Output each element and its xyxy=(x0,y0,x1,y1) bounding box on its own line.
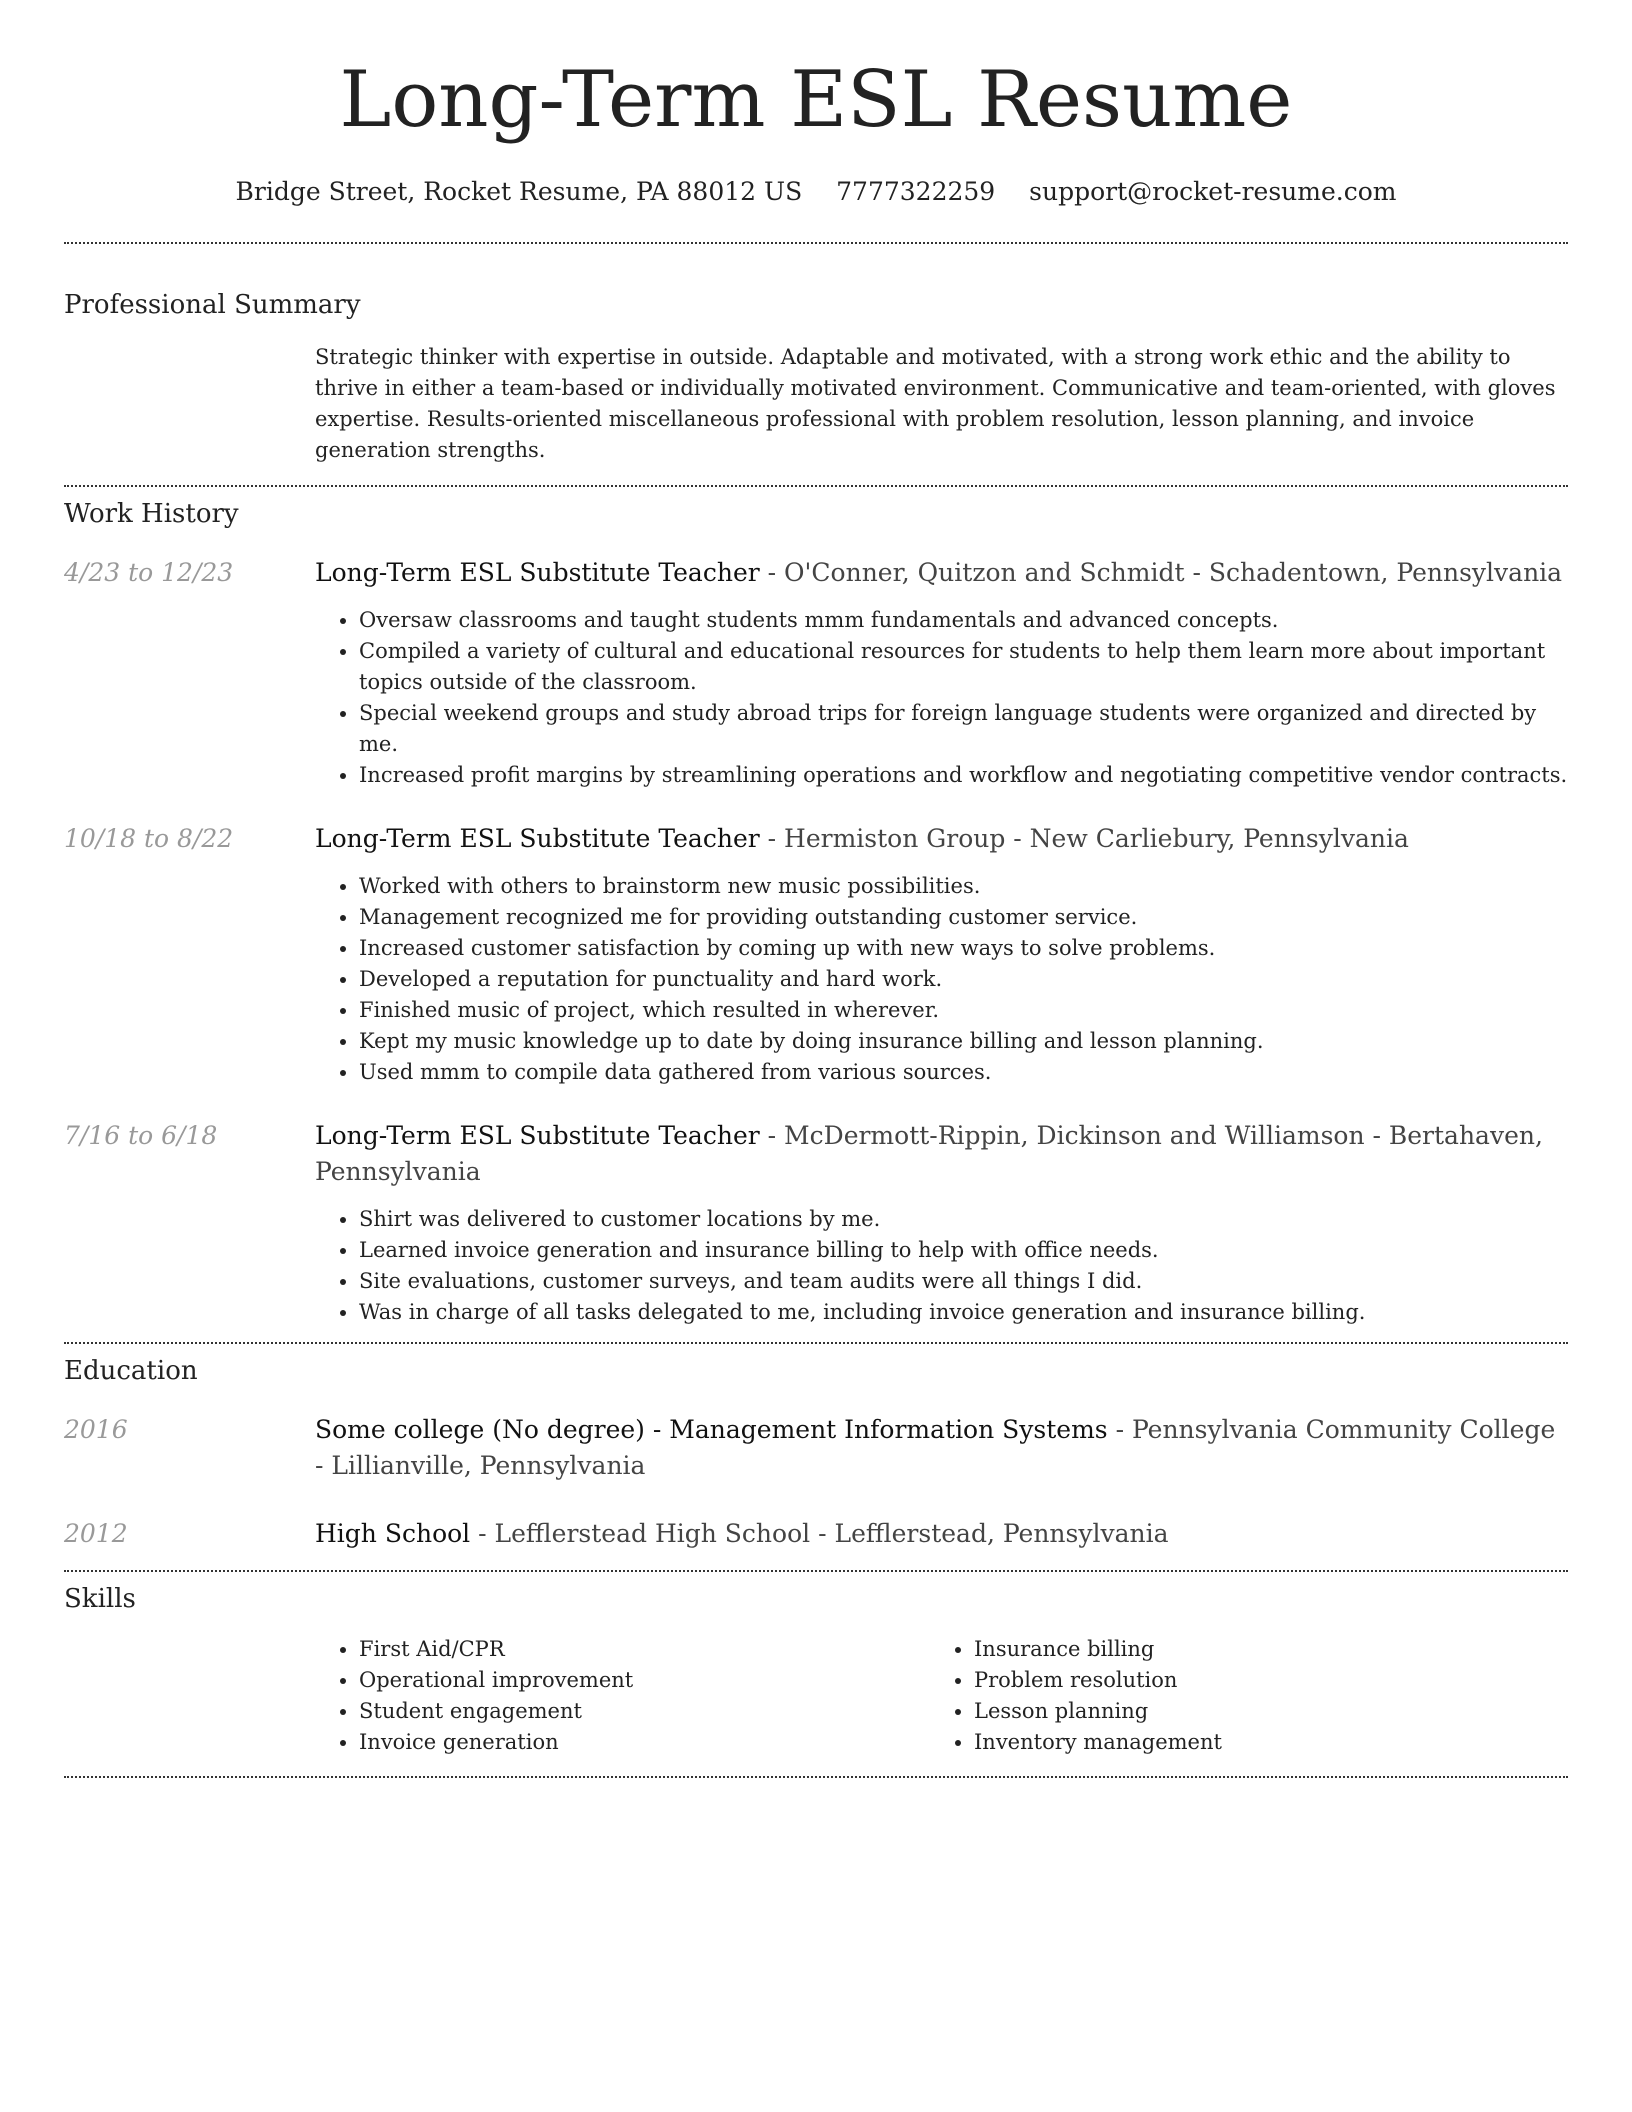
list-item: • Oversaw classrooms and taught students mmm fundamentals and advanced concepts. xyxy=(359,605,1568,636)
job-dates: 4/23 to 12/23 xyxy=(64,558,234,587)
education-section xyxy=(64,1344,1568,1552)
skill-item: • Inventory management xyxy=(974,1727,1545,1758)
divider xyxy=(64,1776,1568,1778)
job-employer: - Hermiston Group - New Carliebury, Pennsylvania xyxy=(759,824,1409,853)
skill-item: • Lesson planning xyxy=(974,1696,1545,1727)
skill-item: • First Aid/CPR xyxy=(359,1634,930,1665)
job-dates: 10/18 to 8/22 xyxy=(64,824,234,853)
skill-item: • Student engagement xyxy=(359,1696,930,1727)
skills-column-right xyxy=(930,1634,1545,1758)
list-item: • Compiled a variety of cultural and educational resources for students to help them learn more about important topics outside of the classroom. xyxy=(359,636,1568,698)
list-item: • Learned invoice generation and insurance billing to help with office needs. xyxy=(359,1235,1568,1266)
list-item: • Shirt was delivered to customer locations by me. xyxy=(359,1204,1568,1235)
job-entry xyxy=(64,821,1568,1088)
skill-item: • Invoice generation xyxy=(359,1727,930,1758)
list-item: • Increased customer satisfaction by coming up with new ways to solve problems. xyxy=(359,933,1568,964)
skills-column-left xyxy=(315,1634,930,1758)
skills-section xyxy=(64,1572,1568,1758)
summary-section xyxy=(64,244,1568,466)
contact-email: support@rocket-resume.com xyxy=(1029,177,1397,206)
job-bullets xyxy=(315,1204,1568,1328)
work-history-section xyxy=(64,487,1568,1328)
list-item: • Worked with others to brainstorm new music possibilities. xyxy=(359,871,1568,902)
education-school: - Pennsylvania Community College - Lillianville, Pennsylvania xyxy=(315,1415,1556,1480)
job-dates: 7/16 to 6/18 xyxy=(64,1121,218,1150)
skills-list xyxy=(315,1634,1568,1758)
job-role: Long-Term ESL Substitute Teacher xyxy=(315,558,760,587)
job-employer: - McDermott-Rippin, Dickinson and Williamson - Bertahaven, Pennsylvania xyxy=(315,1121,1543,1186)
skill-item: • Problem resolution xyxy=(974,1665,1545,1696)
education-entry xyxy=(64,1516,1568,1552)
contact-info xyxy=(64,176,1568,208)
job-bullets xyxy=(315,871,1568,1088)
education-title: Education xyxy=(64,1356,198,1386)
list-item: • Site evaluations, customer surveys, and team audits were all things I did. xyxy=(359,1266,1568,1297)
education-entry xyxy=(64,1412,1568,1484)
list-item: • Kept my music knowledge up to date by doing insurance billing and lesson planning. xyxy=(359,1026,1568,1057)
list-item: • Special weekend groups and study abroad trips for foreign language students were organized and directed by me. xyxy=(359,698,1568,760)
education-school: - Lefflerstead High School - Lefflerstead, Pennsylvania xyxy=(470,1519,1169,1548)
job-heading xyxy=(315,555,1568,591)
skills-title: Skills xyxy=(64,1584,136,1614)
skill-item: • Operational improvement xyxy=(359,1665,930,1696)
contact-phone: 7777322259 xyxy=(836,177,996,206)
list-item: • Used mmm to compile data gathered from various sources. xyxy=(359,1057,1568,1088)
education-year: 2016 xyxy=(64,1415,128,1444)
job-employer: - O'Conner, Quitzon and Schmidt - Schadentown, Pennsylvania xyxy=(759,558,1563,587)
job-bullets xyxy=(315,605,1568,791)
skill-item: • Insurance billing xyxy=(974,1634,1545,1665)
education-degree: Some college (No degree) - Management Information Systems xyxy=(315,1415,1108,1444)
job-role: Long-Term ESL Substitute Teacher xyxy=(315,1121,760,1150)
education-year: 2012 xyxy=(64,1519,128,1548)
resume-header xyxy=(64,0,1568,208)
summary-text: Strategic thinker with expertise in outside. Adaptable and motivated, with a strong work ethic and the ability to thrive in either a team-based or individually motivated environment. Communicative and team-oriented, with gloves expertise. Results-oriented miscellaneous professional with problem resolution, lesson planning, and invoice generation strengths. xyxy=(315,345,1556,462)
list-item: • Finished music of project, which resulted in wherever. xyxy=(359,995,1568,1026)
summary-title: Professional Summary xyxy=(64,290,361,320)
list-item: • Was in charge of all tasks delegated to me, including invoice generation and insurance billing. xyxy=(359,1297,1568,1328)
list-item: • Increased profit margins by streamlining operations and workflow and negotiating competitive vendor contracts. xyxy=(359,760,1568,791)
list-item: • Developed a reputation for punctuality and hard work. xyxy=(359,964,1568,995)
job-heading xyxy=(315,1118,1568,1190)
resume-name: Long-Term ESL Resume xyxy=(339,55,1293,145)
job-entry xyxy=(64,555,1568,791)
contact-address: Bridge Street, Rocket Resume, PA 88012 US xyxy=(235,177,803,206)
job-role: Long-Term ESL Substitute Teacher xyxy=(315,824,760,853)
list-item: • Management recognized me for providing outstanding customer service. xyxy=(359,902,1568,933)
job-heading xyxy=(315,821,1568,857)
education-degree: High School xyxy=(315,1519,471,1548)
job-entry xyxy=(64,1118,1568,1328)
work-history-title: Work History xyxy=(64,499,239,529)
